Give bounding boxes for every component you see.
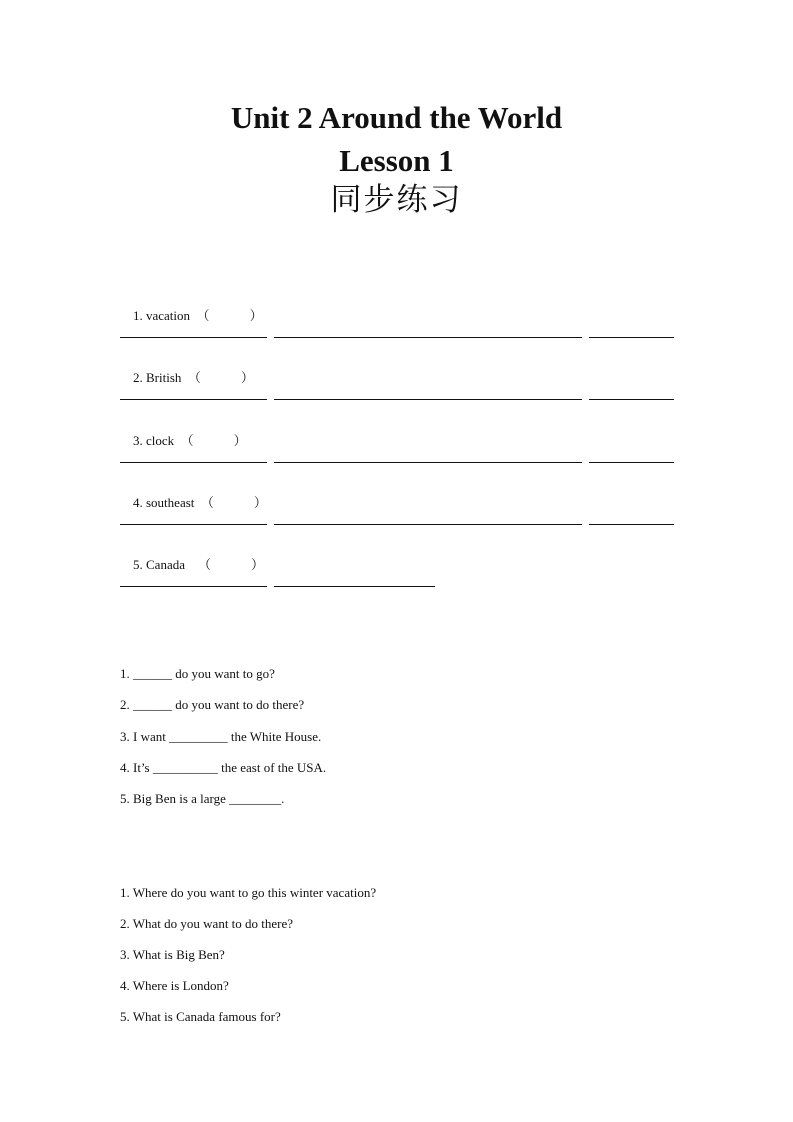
vocab-number: 2. [133,370,143,385]
vocab-number: 5. [133,557,143,572]
close-paren: ） [249,308,263,323]
answer-blank[interactable] [589,524,674,525]
open-paren: （ [196,308,210,323]
answer-blank[interactable] [274,399,582,400]
answer-blank[interactable] [274,337,582,338]
vocab-number: 1. [133,308,143,323]
close-paren: ） [251,557,265,572]
fill-in-item: 5. Big Ben is a large ________. [120,791,285,806]
open-paren: （ [187,370,201,385]
open-paren: （ [197,557,211,572]
answer-blank[interactable] [589,399,674,400]
vocab-number: 3. [133,433,143,448]
lesson-title: Lesson 1 [339,143,454,178]
answer-blank[interactable] [120,399,267,400]
answer-blank[interactable] [120,586,267,587]
vocab-word: southeast [146,495,195,510]
open-paren: （ [180,433,194,448]
close-paren: ） [253,495,267,510]
vocab-word: Canada [146,557,185,572]
question-item: 4. Where is London? [120,978,229,993]
answer-blank[interactable] [589,462,674,463]
vocab-item [120,292,263,340]
question-item: 5. What is Canada famous for? [120,1009,281,1024]
question-item: 1. Where do you want to go this winter vacation? [120,885,377,900]
answer-blank[interactable] [120,337,267,338]
vocab-word: British [146,370,182,385]
close-paren: ） [233,433,247,448]
answer-blank[interactable] [274,462,582,463]
fill-in-item: 3. I want _________ the White House. [120,729,322,744]
answer-blank[interactable] [274,586,435,587]
close-paren: ） [240,370,254,385]
vocab-item [120,479,267,527]
fill-in-item: 4. It’s __________ the east of the USA. [120,760,327,775]
vocab-item [120,354,254,402]
open-paren: （ [200,495,214,510]
unit-title: Unit 2 Around the World [230,100,563,135]
question-item: 2. What do you want to do there? [120,916,294,931]
answer-blank[interactable] [120,462,267,463]
practice-subtitle: 同步练习 [330,182,463,218]
vocab-number: 4. [133,495,143,510]
vocab-word: vacation [146,308,191,323]
vocab-word: clock [146,433,175,448]
answer-blank[interactable] [589,337,674,338]
fill-in-item: 2. ______ do you want to do there? [120,697,305,712]
vocab-item [120,417,247,465]
answer-blank[interactable] [274,524,582,525]
vocab-item [120,541,264,589]
fill-in-item: 1. ______ do you want to go? [120,666,275,681]
answer-blank[interactable] [120,524,267,525]
question-item: 3. What is Big Ben? [120,947,225,962]
